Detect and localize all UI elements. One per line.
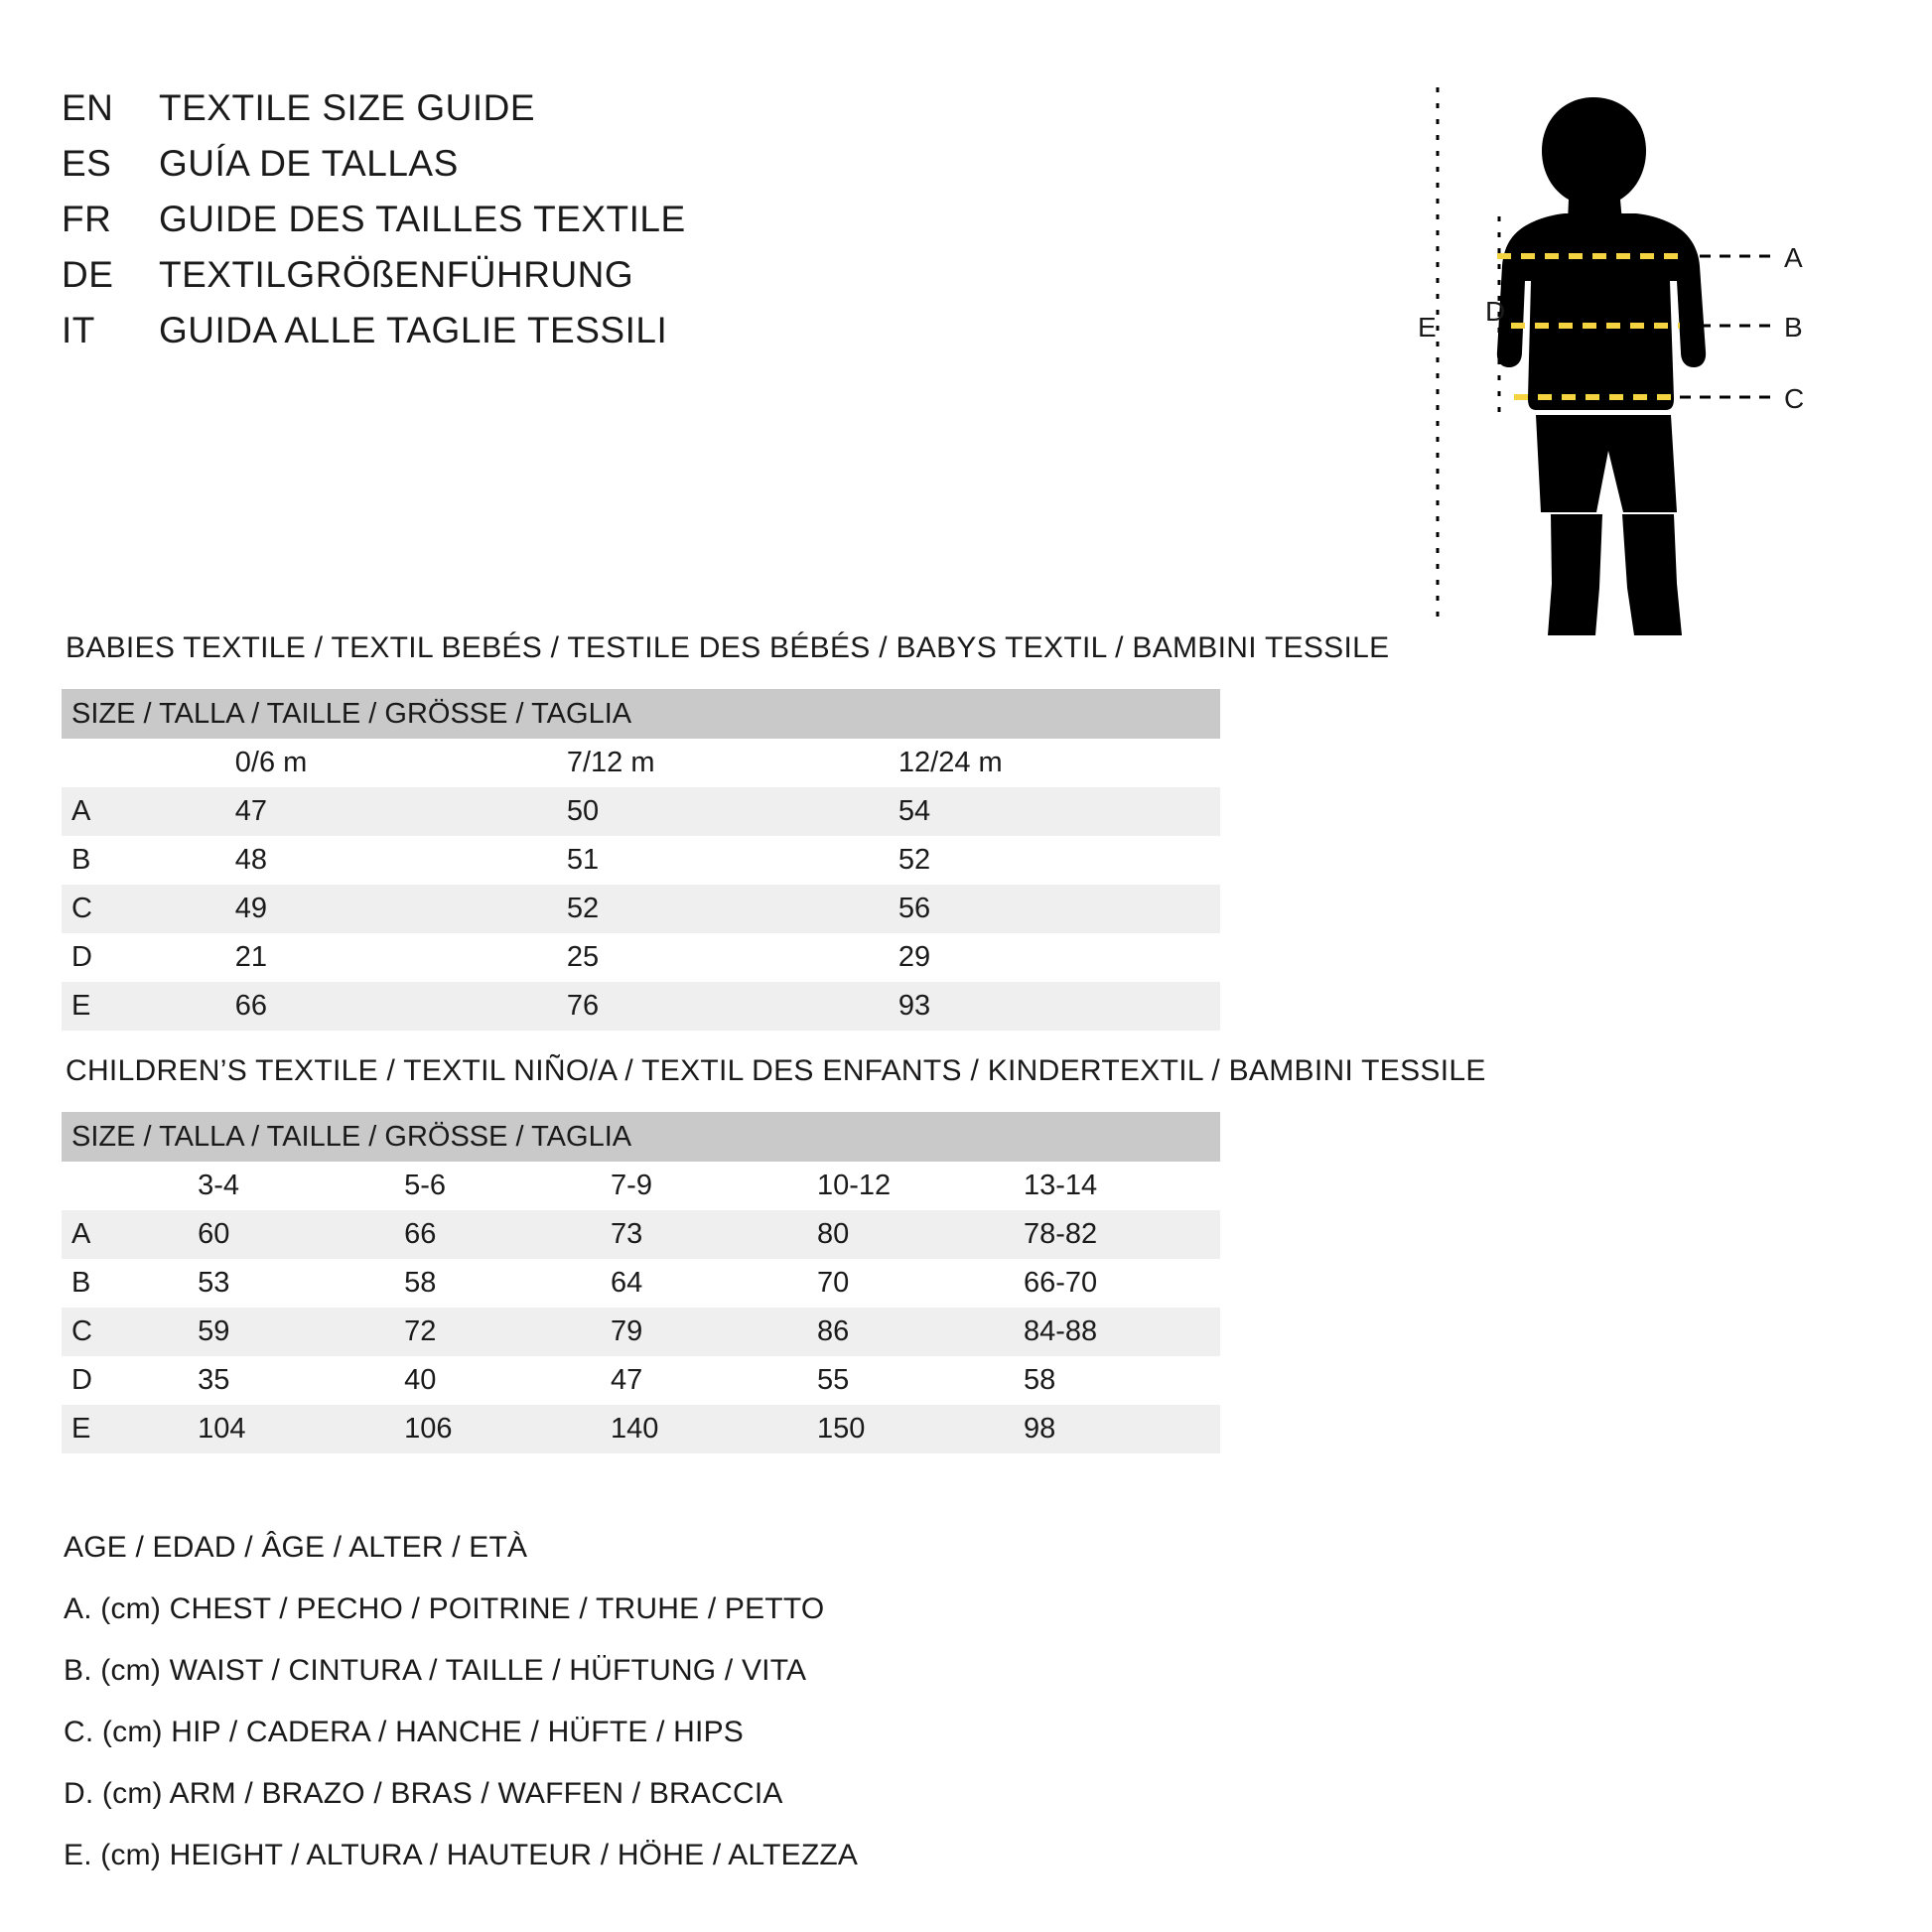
column-header: 7/12 m bbox=[557, 739, 889, 787]
cell-value: 48 bbox=[225, 836, 557, 885]
cell-value: 84-88 bbox=[1014, 1308, 1220, 1356]
language-code: ES bbox=[62, 143, 112, 184]
cell-value: 66 bbox=[225, 982, 557, 1031]
row-label: D bbox=[62, 1356, 188, 1405]
cell-value: 29 bbox=[889, 933, 1220, 982]
cell-value: 79 bbox=[601, 1308, 807, 1356]
cell-value: 52 bbox=[557, 885, 889, 933]
table-header-row bbox=[62, 739, 1220, 787]
language-row bbox=[62, 199, 955, 254]
row-label: A bbox=[62, 787, 225, 836]
column-header: 0/6 m bbox=[225, 739, 557, 787]
children-section-title: CHILDREN’S TEXTILE / TEXTIL NIÑO/A / TEXTIL DES ENFANTS / KINDERTEXTIL / BAMBINI TESSILE bbox=[66, 1054, 1486, 1087]
row-label: A bbox=[62, 1210, 188, 1259]
table-row bbox=[62, 933, 1220, 982]
language-title: GUÍA DE TALLAS bbox=[159, 143, 459, 184]
column-header: 13-14 bbox=[1014, 1162, 1220, 1210]
table-row bbox=[62, 1308, 1220, 1356]
table-row bbox=[62, 836, 1220, 885]
cell-value: 51 bbox=[557, 836, 889, 885]
cell-value: 50 bbox=[557, 787, 889, 836]
language-code: DE bbox=[62, 254, 114, 295]
cell-value: 106 bbox=[394, 1405, 601, 1453]
cell-value: 21 bbox=[225, 933, 557, 982]
cell-value: 53 bbox=[188, 1259, 394, 1308]
child-silhouette-diagram bbox=[1390, 69, 1886, 645]
row-label: B bbox=[62, 1259, 188, 1308]
marker-label-a: A bbox=[1784, 242, 1803, 273]
cell-value: 72 bbox=[394, 1308, 601, 1356]
language-row bbox=[62, 87, 955, 143]
table-row bbox=[62, 1405, 1220, 1453]
cell-value: 58 bbox=[394, 1259, 601, 1308]
cell-value: 78-82 bbox=[1014, 1210, 1220, 1259]
marker-label-c: C bbox=[1784, 383, 1805, 414]
table-row bbox=[62, 1356, 1220, 1405]
corner-cell bbox=[62, 1162, 188, 1210]
babies-size-table bbox=[62, 689, 1220, 1031]
cell-value: 150 bbox=[807, 1405, 1014, 1453]
row-label: D bbox=[62, 933, 225, 982]
cell-value: 40 bbox=[394, 1356, 601, 1405]
cell-value: 52 bbox=[889, 836, 1220, 885]
cell-value: 59 bbox=[188, 1308, 394, 1356]
cell-value: 73 bbox=[601, 1210, 807, 1259]
table-row bbox=[62, 982, 1220, 1031]
language-row bbox=[62, 254, 955, 310]
cell-value: 104 bbox=[188, 1405, 394, 1453]
language-code: IT bbox=[62, 310, 95, 350]
cell-value: 66-70 bbox=[1014, 1259, 1220, 1308]
cell-value: 47 bbox=[225, 787, 557, 836]
measurement-figure bbox=[1390, 69, 1886, 645]
language-title: GUIDA ALLE TAGLIE TESSILI bbox=[159, 310, 668, 350]
row-label: C bbox=[62, 885, 225, 933]
language-title: TEXTILGRÖßENFÜHRUNG bbox=[159, 254, 634, 295]
legend-line: E. (cm) HEIGHT / ALTURA / HAUTEUR / HÖHE / ALTEZZA bbox=[64, 1839, 859, 1871]
cell-value: 66 bbox=[394, 1210, 601, 1259]
cell-value: 49 bbox=[225, 885, 557, 933]
row-label: E bbox=[62, 982, 225, 1031]
language-code: EN bbox=[62, 87, 114, 128]
cell-value: 47 bbox=[601, 1356, 807, 1405]
column-header: 3-4 bbox=[188, 1162, 394, 1210]
corner-cell bbox=[62, 739, 225, 787]
table-band-row bbox=[62, 1112, 1220, 1162]
cell-value: 80 bbox=[807, 1210, 1014, 1259]
table-row bbox=[62, 1210, 1220, 1259]
column-header: 10-12 bbox=[807, 1162, 1014, 1210]
babies-section-title: BABIES TEXTILE / TEXTIL BEBÉS / TESTILE DES BÉBÉS / BABYS TEXTIL / BAMBINI TESSILE bbox=[66, 631, 1390, 664]
row-label: C bbox=[62, 1308, 188, 1356]
row-label: B bbox=[62, 836, 225, 885]
column-header: 12/24 m bbox=[889, 739, 1220, 787]
children-size-table bbox=[62, 1112, 1220, 1453]
cell-value: 54 bbox=[889, 787, 1220, 836]
column-header: 5-6 bbox=[394, 1162, 601, 1210]
language-title: GUIDE DES TAILLES TEXTILE bbox=[159, 199, 686, 239]
children-band-label: SIZE / TALLA / TAILLE / GRÖSSE / TAGLIA bbox=[62, 1112, 1220, 1162]
cell-value: 70 bbox=[807, 1259, 1014, 1308]
table-row bbox=[62, 885, 1220, 933]
cell-value: 64 bbox=[601, 1259, 807, 1308]
marker-label-d: D bbox=[1485, 296, 1506, 327]
babies-band-label: SIZE / TALLA / TAILLE / GRÖSSE / TAGLIA bbox=[62, 689, 1220, 739]
table-header-row bbox=[62, 1162, 1220, 1210]
column-header: 7-9 bbox=[601, 1162, 807, 1210]
language-title: TEXTILE SIZE GUIDE bbox=[159, 87, 536, 128]
cell-value: 140 bbox=[601, 1405, 807, 1453]
cell-value: 55 bbox=[807, 1356, 1014, 1405]
cell-value: 93 bbox=[889, 982, 1220, 1031]
cell-value: 76 bbox=[557, 982, 889, 1031]
measurement-legend bbox=[64, 1517, 1255, 1886]
table-row bbox=[62, 1259, 1220, 1308]
marker-label-b: B bbox=[1784, 312, 1803, 343]
legend-line: A. (cm) CHEST / PECHO / POITRINE / TRUHE / PETTO bbox=[64, 1592, 825, 1625]
silhouette-shape bbox=[1497, 97, 1706, 635]
language-header-list bbox=[62, 87, 955, 365]
legend-line: D. (cm) ARM / BRAZO / BRAS / WAFFEN / BRACCIA bbox=[64, 1777, 783, 1810]
cell-value: 56 bbox=[889, 885, 1220, 933]
legend-line: B. (cm) WAIST / CINTURA / TAILLE / HÜFTUNG / VITA bbox=[64, 1654, 807, 1687]
row-label: E bbox=[62, 1405, 188, 1453]
cell-value: 60 bbox=[188, 1210, 394, 1259]
legend-line: C. (cm) HIP / CADERA / HANCHE / HÜFTE / HIPS bbox=[64, 1716, 744, 1748]
table-row bbox=[62, 787, 1220, 836]
language-row bbox=[62, 310, 955, 365]
language-code: FR bbox=[62, 199, 112, 239]
legend-line: AGE / EDAD / ÂGE / ALTER / ETÀ bbox=[64, 1531, 528, 1564]
table-band-row bbox=[62, 689, 1220, 739]
cell-value: 25 bbox=[557, 933, 889, 982]
cell-value: 86 bbox=[807, 1308, 1014, 1356]
marker-label-e: E bbox=[1418, 312, 1437, 343]
cell-value: 98 bbox=[1014, 1405, 1220, 1453]
cell-value: 35 bbox=[188, 1356, 394, 1405]
language-row bbox=[62, 143, 955, 199]
cell-value: 58 bbox=[1014, 1356, 1220, 1405]
